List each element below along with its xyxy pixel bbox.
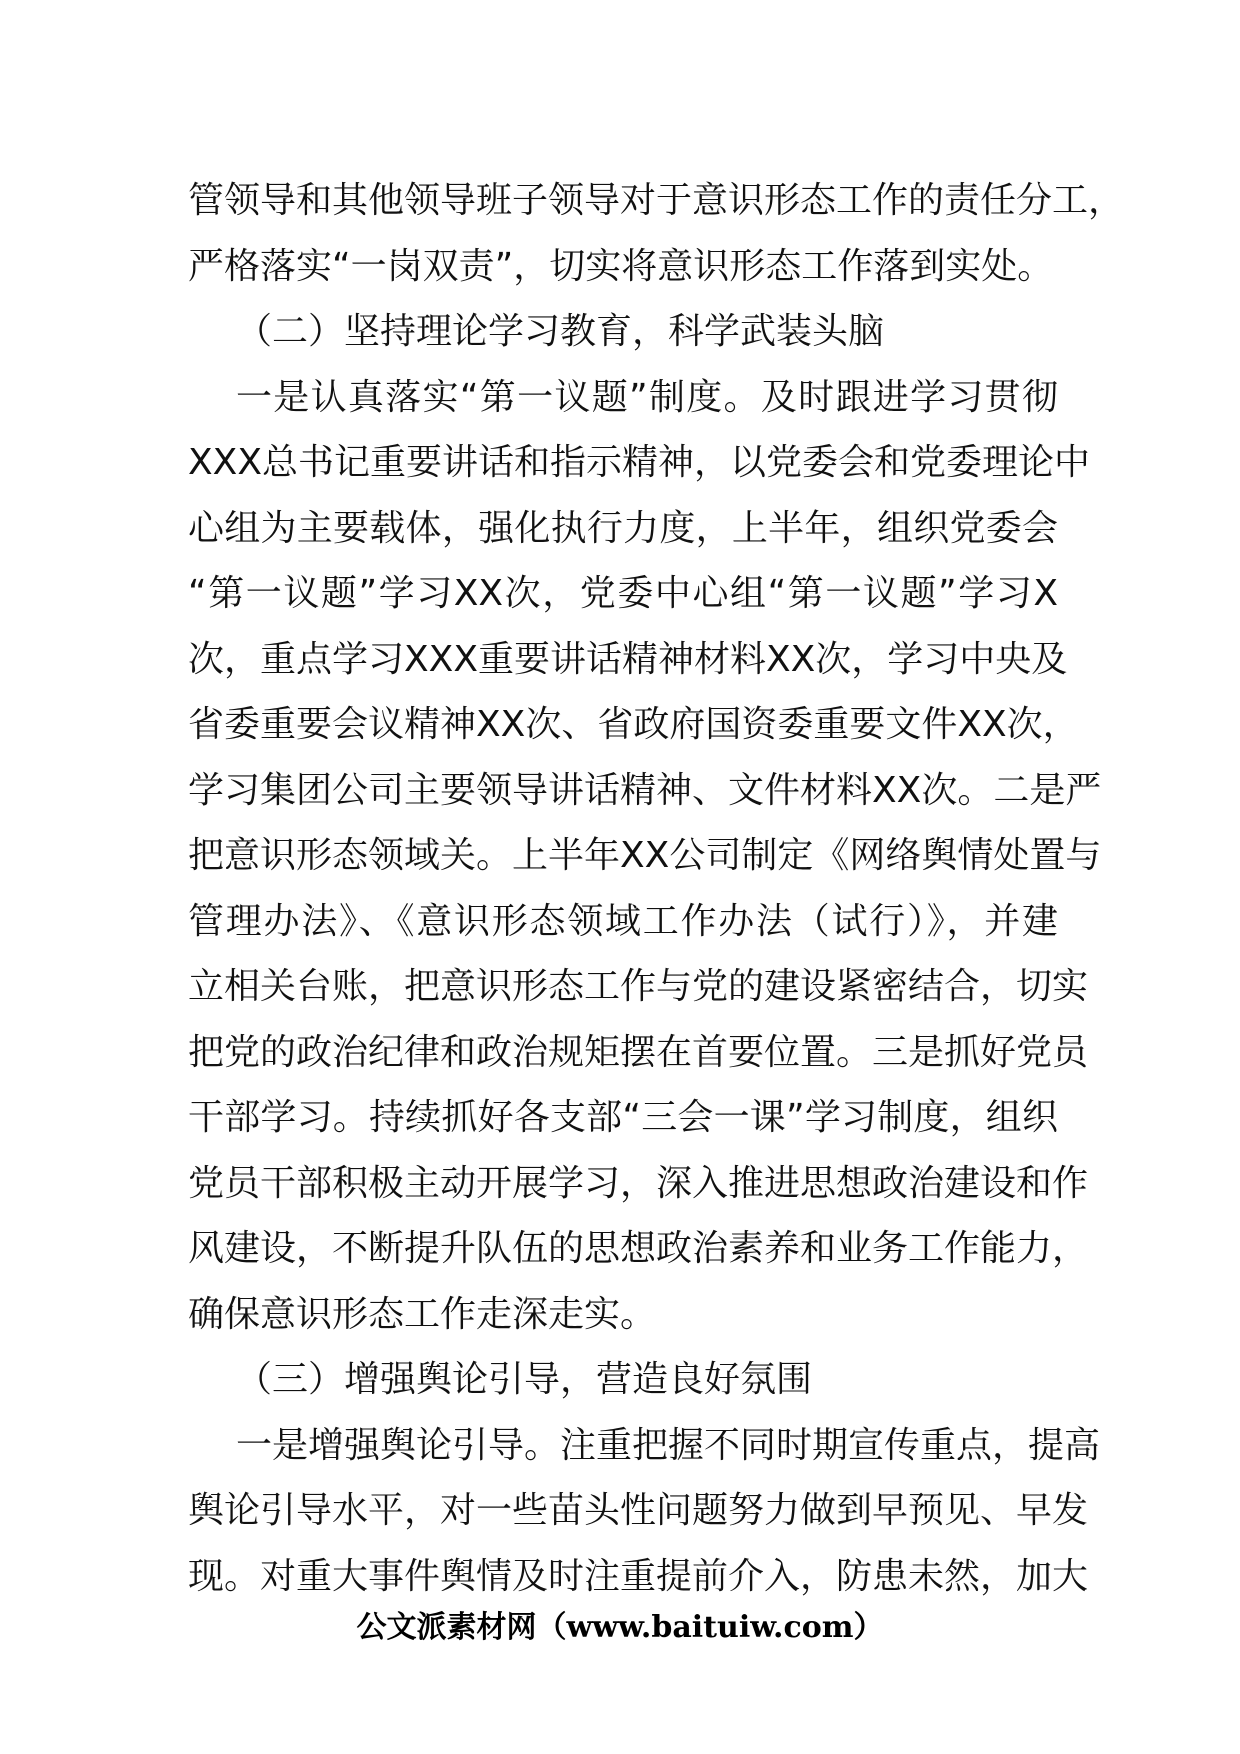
paragraph-line: （二）坚持理论学习教育，科学武装头脑 <box>236 311 885 352</box>
paragraph-line: 党员干部积极主动开展学习，深入推进思想政治建设和作 <box>188 1162 1089 1204</box>
paragraph-line: 一是增强舆论引导。注重把握不同时期宣传重点，提高 <box>236 1424 1101 1466</box>
paragraph-line: 把意识形态领域关。上半年XX公司制定《网络舆情处置与 <box>188 835 1102 876</box>
paragraph-line: 确保意识形态工作走深走实。 <box>188 1293 657 1335</box>
paragraph-line: 干部学习。持续抓好各支部“三会一课”学习制度，组织 <box>188 1097 1058 1138</box>
document-body <box>188 168 1125 1609</box>
paragraph-line: 现。对重大事件舆情及时注重提前介入，防患未然，加大 <box>188 1555 1089 1597</box>
paragraph-line: （三）增强舆论引导，营造良好氛围 <box>236 1359 813 1400</box>
paragraph-line: 次，重点学习XXX重要讲话精神材料XX次，学习中央及 <box>188 638 1068 680</box>
paragraph-line: 管理办法》、《意识形态领域工作办法（试行）》，并建 <box>188 900 1058 942</box>
paragraph-line: 省委重要会议精神XX次、省政府国资委重要文件XX次， <box>188 704 1079 745</box>
paragraph-line: “第一议题”学习XX次，党委中心组“第一议题”学习X <box>188 573 1058 614</box>
paragraph-line: 风建设，不断提升队伍的思想政治素养和业务工作能力， <box>188 1228 1089 1269</box>
paragraph-line: 一是认真落实“第一议题”制度。及时跟进学习贯彻 <box>236 376 1058 418</box>
paragraph-line: 把党的政治纪律和政治规矩摆在首要位置。三是抓好党员 <box>188 1031 1089 1073</box>
paragraph-line: XXX总书记重要讲话和指示精神，以党委会和党委理论中 <box>188 442 1090 483</box>
paragraph-line: 严格落实“一岗双责”，切实将意识形态工作落到实处。 <box>188 245 1054 287</box>
paragraph-line: 舆论引导水平，对一些苗头性问题努力做到早预见、早发 <box>188 1490 1089 1531</box>
paragraph-line: 学习集团公司主要领导讲话精神、文件材料XX次。二是严 <box>188 769 1102 811</box>
paragraph-line: 管领导和其他领导班子领导对于意识形态工作的责任分工， <box>188 180 1125 221</box>
footer-watermark: 公文派素材网（www.baituiw.com） <box>356 1610 884 1645</box>
paragraph-line: 立相关台账，把意识形态工作与党的建设紧密结合，切实 <box>188 966 1089 1007</box>
paragraph-line: 心组为主要载体，强化执行力度，上半年，组织党委会 <box>188 507 1058 549</box>
